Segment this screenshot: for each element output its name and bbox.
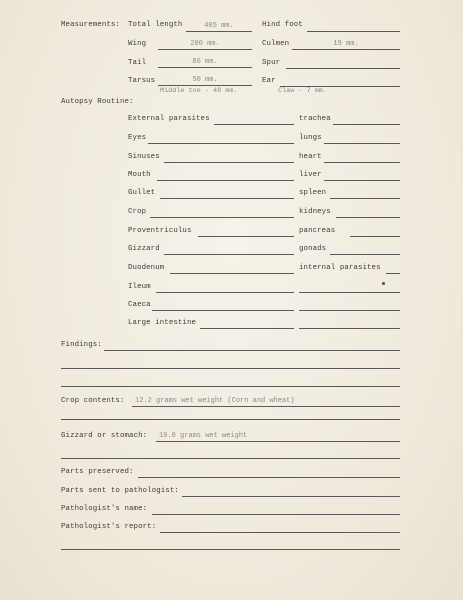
autopsy-right-label: liver: [299, 171, 322, 179]
wing-value: 200 mm.: [190, 40, 220, 48]
total-length-field[interactable]: [186, 22, 252, 32]
autopsy-right-field[interactable]: [333, 115, 400, 125]
gizzard-stomach-value: 10.0 grams wet weight: [159, 432, 248, 440]
wing-field[interactable]: [158, 40, 252, 50]
autopsy-left-label: Ileum: [128, 283, 151, 291]
ink-mark: [382, 282, 385, 285]
autopsy-left-label: Proventriculus: [128, 227, 192, 235]
tarsus-label: Tarsus: [128, 77, 156, 85]
findings-line[interactable]: [61, 386, 400, 387]
autopsy-right-label: spleen: [299, 189, 327, 197]
gizzard-stomach-line[interactable]: [61, 458, 400, 459]
autopsy-left-label: Gizzard: [128, 245, 160, 253]
parts-sent-label: Parts sent to pathologist:: [61, 487, 179, 495]
pathologist-report-field[interactable]: [160, 523, 400, 533]
autopsy-left-field[interactable]: [148, 134, 294, 144]
autopsy-right-field[interactable]: [336, 208, 400, 218]
pathologist-report-label: Pathologist's report:: [61, 523, 157, 531]
blank-line[interactable]: [299, 310, 400, 311]
measurements-heading: Measurements:: [61, 21, 120, 29]
autopsy-left-label: Mouth: [128, 171, 151, 179]
gizzard-stomach-label: Gizzard or stomach:: [61, 432, 148, 440]
autopsy-left-label: External parasites: [128, 115, 210, 123]
findings-line[interactable]: [61, 368, 400, 369]
tail-value: 86 mm.: [192, 58, 218, 66]
autopsy-left-label: Eyes: [128, 134, 147, 142]
culmen-label: Culmen: [262, 40, 290, 48]
crop-contents-value: 12.2 grams wet weight (Corn and wheat): [135, 397, 295, 405]
autopsy-left-field[interactable]: [200, 319, 294, 329]
blank-line[interactable]: [299, 292, 400, 293]
tail-field[interactable]: [158, 58, 252, 68]
autopsy-left-field[interactable]: [164, 245, 294, 255]
culmen-value: 19 mm.: [333, 40, 359, 48]
total-length-label: Total length: [128, 21, 183, 29]
autopsy-left-label: Crop: [128, 208, 147, 216]
autopsy-left-field[interactable]: [157, 171, 294, 181]
crop-contents-line[interactable]: [61, 419, 400, 420]
parts-preserved-label: Parts preserved:: [61, 468, 134, 476]
culmen-field[interactable]: [292, 40, 400, 50]
autopsy-right-label: trachea: [299, 115, 331, 123]
spur-label: Spur: [262, 59, 281, 67]
autopsy-right-label: kidneys: [299, 208, 331, 216]
blank-line[interactable]: [299, 328, 400, 329]
crop-contents-label: Crop contents:: [61, 397, 125, 405]
autopsy-left-label: Caeca: [128, 301, 151, 309]
autopsy-right-field[interactable]: [330, 245, 400, 255]
pathologist-report-line[interactable]: [61, 549, 400, 550]
tail-label: Tail: [128, 59, 147, 67]
autopsy-left-field[interactable]: [198, 227, 294, 237]
findings-field[interactable]: [104, 341, 400, 351]
tarsus-field[interactable]: [158, 76, 252, 86]
autopsy-right-label: pancreas: [299, 227, 336, 235]
claw-note: Claw - 7 mm.: [278, 87, 327, 95]
middle-toe-note: Middle toe - 48 mm.: [160, 87, 238, 95]
parts-preserved-field[interactable]: [138, 468, 400, 478]
autopsy-right-field[interactable]: [330, 189, 400, 199]
autopsy-left-label: Duodenum: [128, 264, 165, 272]
tarsus-value: 50 mm.: [192, 76, 218, 84]
autopsy-left-field[interactable]: [214, 115, 294, 125]
autopsy-left-field[interactable]: [156, 283, 294, 293]
autopsy-right-field[interactable]: [350, 227, 400, 237]
autopsy-right-field[interactable]: [324, 171, 400, 181]
spur-field[interactable]: [286, 59, 400, 69]
autopsy-right-field[interactable]: [324, 134, 400, 144]
autopsy-right-label: lungs: [299, 134, 322, 142]
autopsy-left-field[interactable]: [152, 301, 294, 311]
autopsy-right-field[interactable]: [324, 153, 400, 163]
hind-foot-field[interactable]: [307, 22, 400, 32]
findings-label: Findings:: [61, 341, 102, 349]
total-length-value: 405 mm.: [204, 22, 234, 30]
autopsy-left-field[interactable]: [170, 264, 294, 274]
autopsy-left-field[interactable]: [150, 208, 294, 218]
crop-contents-field[interactable]: [132, 397, 400, 407]
autopsy-right-field[interactable]: [386, 264, 400, 274]
autopsy-right-label: internal parasites: [299, 264, 381, 272]
pathologist-name-label: Pathologist's name:: [61, 505, 148, 513]
hind-foot-label: Hind foot: [262, 21, 303, 29]
autopsy-left-label: Large intestine: [128, 319, 197, 327]
gizzard-stomach-field[interactable]: [156, 432, 400, 442]
autopsy-left-field[interactable]: [160, 189, 294, 199]
autopsy-right-label: heart: [299, 153, 322, 161]
autopsy-left-field[interactable]: [164, 153, 294, 163]
pathologist-name-field[interactable]: [152, 505, 400, 515]
ear-field[interactable]: [280, 77, 400, 87]
wing-label: Wing: [128, 40, 147, 48]
autopsy-left-label: Sinuses: [128, 153, 160, 161]
parts-sent-field[interactable]: [182, 487, 400, 497]
ear-label: Ear: [262, 77, 276, 85]
autopsy-right-label: gonads: [299, 245, 327, 253]
autopsy-heading: Autopsy Routine:: [61, 98, 134, 106]
autopsy-left-label: Gullet: [128, 189, 156, 197]
